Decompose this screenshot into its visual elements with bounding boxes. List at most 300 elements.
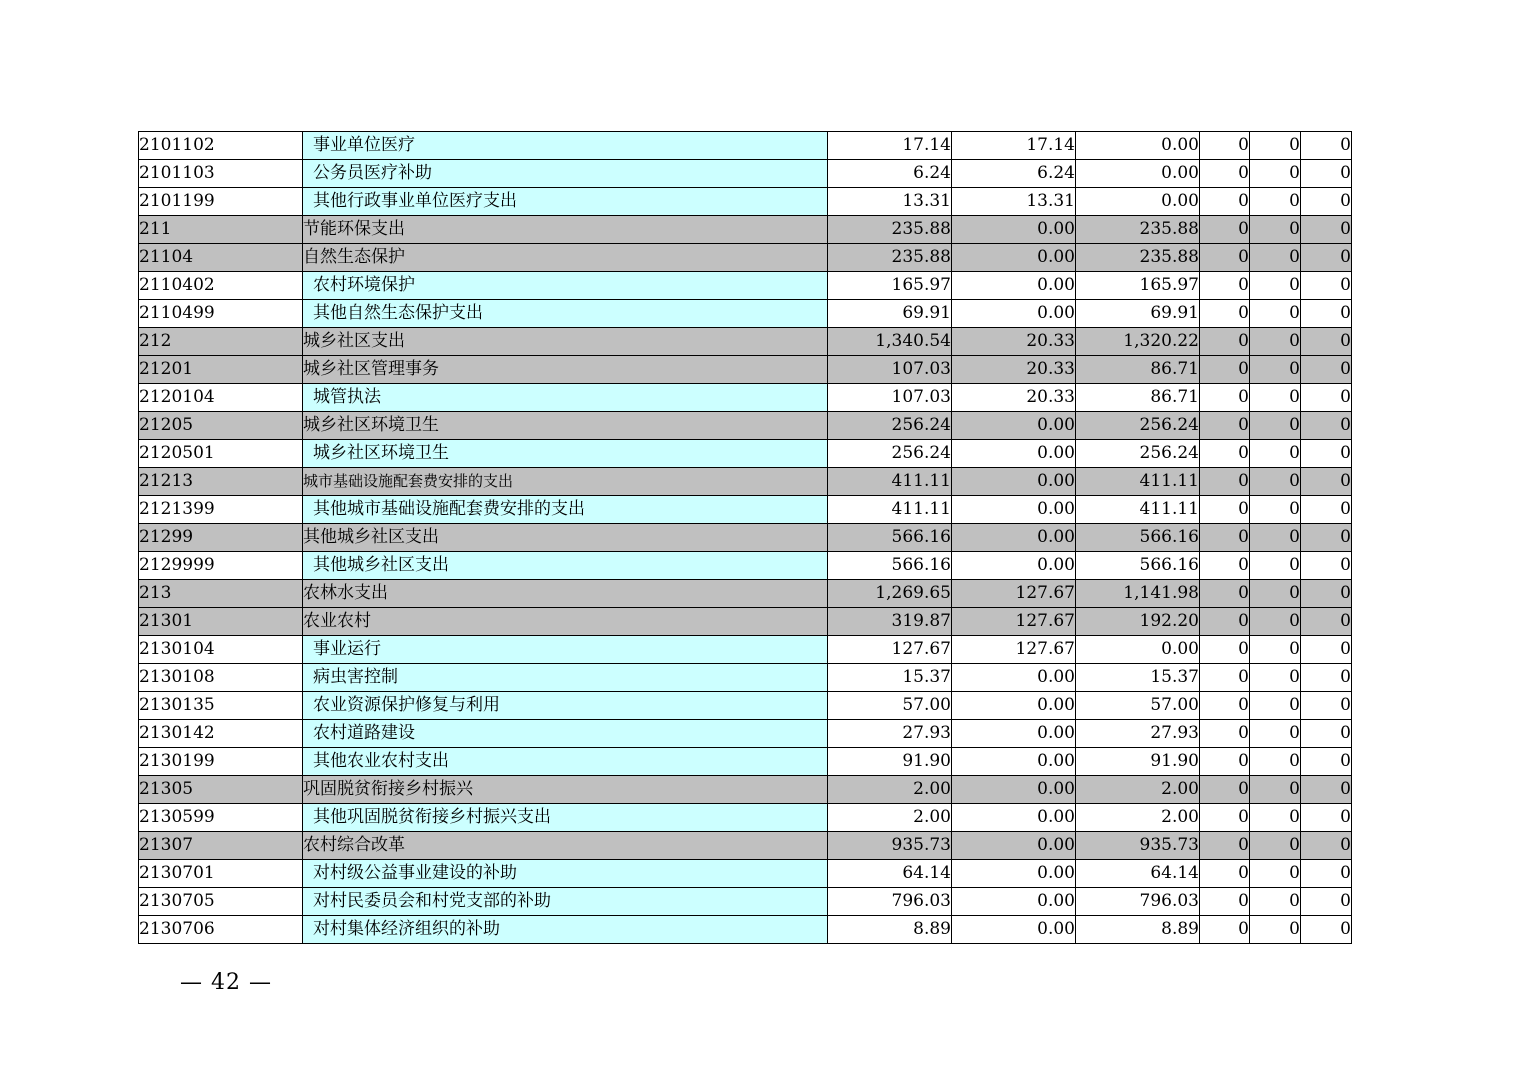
- row-col7-cell: [1250, 216, 1301, 244]
- row-project-text: 256.24: [1139, 443, 1199, 463]
- row-project-cell: [1076, 636, 1200, 664]
- row-basic-text: 0.00: [1037, 471, 1075, 491]
- row-total-text: 411.11: [891, 471, 951, 491]
- row-code-cell: [139, 748, 303, 776]
- row-total-text: 8.89: [913, 919, 951, 939]
- row-project-text: 0.00: [1161, 163, 1199, 183]
- row-basic-text: 0.00: [1037, 555, 1075, 575]
- row-project-text: 86.71: [1150, 387, 1199, 407]
- row-project-cell: [1076, 272, 1200, 300]
- row-code-cell: [139, 216, 303, 244]
- row-project-cell: [1076, 580, 1200, 608]
- row-col7-cell: [1250, 860, 1301, 888]
- row-col8-text: 0: [1340, 499, 1351, 519]
- row-basic-cell: [952, 244, 1076, 272]
- table-row: [139, 524, 1352, 552]
- row-col7-text: 0: [1289, 163, 1300, 183]
- row-col6-cell: [1200, 300, 1250, 328]
- row-project-cell: [1076, 440, 1200, 468]
- row-basic-cell: [952, 412, 1076, 440]
- row-basic-cell: [952, 328, 1076, 356]
- row-col6-cell: [1200, 580, 1250, 608]
- row-col6-text: 0: [1238, 387, 1249, 407]
- row-col8-cell: [1301, 244, 1352, 272]
- row-code-cell: [139, 692, 303, 720]
- row-basic-text: 20.33: [1026, 387, 1075, 407]
- row-basic-cell: [952, 664, 1076, 692]
- row-basic-cell: [952, 916, 1076, 944]
- row-total-cell: [828, 160, 952, 188]
- row-col8-text: 0: [1340, 415, 1351, 435]
- row-basic-cell: [952, 860, 1076, 888]
- row-col6-cell: [1200, 636, 1250, 664]
- row-basic-cell: [952, 748, 1076, 776]
- row-col6-text: 0: [1238, 135, 1249, 155]
- row-project-text: 2.00: [1161, 807, 1199, 827]
- row-total-text: 69.91: [902, 303, 951, 323]
- table-row: [139, 552, 1352, 580]
- row-code-text: 2110499: [139, 303, 215, 323]
- row-name-text: 农村环境保护: [313, 275, 415, 295]
- row-name-cell: [303, 384, 828, 412]
- row-code-cell: [139, 244, 303, 272]
- row-basic-cell: [952, 776, 1076, 804]
- row-name-cell: [303, 860, 828, 888]
- row-total-cell: [828, 216, 952, 244]
- row-name-cell: [303, 328, 828, 356]
- row-total-cell: [828, 496, 952, 524]
- row-basic-text: 20.33: [1026, 359, 1075, 379]
- row-total-text: 15.37: [902, 667, 951, 687]
- row-code-cell: [139, 888, 303, 916]
- row-col7-cell: [1250, 916, 1301, 944]
- row-col7-text: 0: [1289, 443, 1300, 463]
- row-basic-cell: [952, 524, 1076, 552]
- row-col7-cell: [1250, 664, 1301, 692]
- row-col8-text: 0: [1340, 639, 1351, 659]
- row-project-text: 0.00: [1161, 639, 1199, 659]
- row-total-text: 127.67: [891, 639, 951, 659]
- row-basic-text: 0.00: [1037, 863, 1075, 883]
- row-name-text: 其他自然生态保护支出: [313, 303, 483, 323]
- row-project-text: 69.91: [1150, 303, 1199, 323]
- row-code-text: 2130701: [139, 863, 215, 883]
- row-project-cell: [1076, 748, 1200, 776]
- row-total-text: 319.87: [891, 611, 951, 631]
- row-col6-cell: [1200, 328, 1250, 356]
- row-project-cell: [1076, 356, 1200, 384]
- row-col6-text: 0: [1238, 331, 1249, 351]
- row-project-cell: [1076, 860, 1200, 888]
- row-code-cell: [139, 356, 303, 384]
- row-col8-text: 0: [1340, 555, 1351, 575]
- row-col6-cell: [1200, 244, 1250, 272]
- row-name-cell: [303, 216, 828, 244]
- row-col8-cell: [1301, 580, 1352, 608]
- row-code-cell: [139, 860, 303, 888]
- row-basic-cell: [952, 188, 1076, 216]
- row-name-cell: [303, 440, 828, 468]
- row-code-text: 2130104: [139, 639, 215, 659]
- row-name-text: 其他行政事业单位医疗支出: [313, 191, 517, 211]
- row-col6-cell: [1200, 804, 1250, 832]
- row-col7-text: 0: [1289, 919, 1300, 939]
- row-project-text: 192.20: [1139, 611, 1199, 631]
- row-col6-text: 0: [1238, 863, 1249, 883]
- row-col8-cell: [1301, 720, 1352, 748]
- row-total-text: 107.03: [891, 387, 951, 407]
- row-col8-text: 0: [1340, 443, 1351, 463]
- row-total-cell: [828, 412, 952, 440]
- row-col6-text: 0: [1238, 891, 1249, 911]
- row-basic-text: 0.00: [1037, 919, 1075, 939]
- row-code-text: 21104: [139, 247, 194, 267]
- row-basic-cell: [952, 804, 1076, 832]
- row-name-cell: [303, 524, 828, 552]
- row-name-cell: [303, 580, 828, 608]
- row-basic-cell: [952, 888, 1076, 916]
- row-project-text: 256.24: [1139, 415, 1199, 435]
- row-code-cell: [139, 720, 303, 748]
- row-project-cell: [1076, 468, 1200, 496]
- row-code-cell: [139, 272, 303, 300]
- row-col6-text: 0: [1238, 751, 1249, 771]
- row-project-cell: [1076, 328, 1200, 356]
- row-code-text: 21301: [139, 611, 194, 631]
- row-code-text: 2130199: [139, 751, 215, 771]
- row-basic-text: 0.00: [1037, 247, 1075, 267]
- row-col6-cell: [1200, 748, 1250, 776]
- row-col7-text: 0: [1289, 779, 1300, 799]
- row-code-cell: [139, 188, 303, 216]
- row-basic-text: 0.00: [1037, 779, 1075, 799]
- row-col6-cell: [1200, 440, 1250, 468]
- row-col8-text: 0: [1340, 723, 1351, 743]
- row-col7-cell: [1250, 244, 1301, 272]
- row-project-text: 1,141.98: [1123, 583, 1199, 603]
- row-name-cell: [303, 244, 828, 272]
- row-project-cell: [1076, 552, 1200, 580]
- row-project-text: 566.16: [1139, 555, 1199, 575]
- row-project-cell: [1076, 496, 1200, 524]
- row-project-text: 0.00: [1161, 191, 1199, 211]
- row-col8-text: 0: [1340, 359, 1351, 379]
- row-basic-text: 0.00: [1037, 695, 1075, 715]
- row-col6-text: 0: [1238, 303, 1249, 323]
- table-row: [139, 216, 1352, 244]
- table-row: [139, 636, 1352, 664]
- row-col7-cell: [1250, 132, 1301, 160]
- row-col8-cell: [1301, 216, 1352, 244]
- row-basic-cell: [952, 636, 1076, 664]
- row-col6-text: 0: [1238, 499, 1249, 519]
- row-col6-text: 0: [1238, 163, 1249, 183]
- row-basic-cell: [952, 272, 1076, 300]
- row-total-text: 57.00: [902, 695, 951, 715]
- row-col7-cell: [1250, 188, 1301, 216]
- row-col6-cell: [1200, 468, 1250, 496]
- row-col6-text: 0: [1238, 359, 1249, 379]
- row-name-text: 其他城乡社区支出: [303, 527, 439, 547]
- row-name-cell: [303, 272, 828, 300]
- row-project-text: 8.89: [1161, 919, 1199, 939]
- row-col7-text: 0: [1289, 835, 1300, 855]
- row-col6-text: 0: [1238, 527, 1249, 547]
- row-col6-text: 0: [1238, 779, 1249, 799]
- row-project-cell: [1076, 692, 1200, 720]
- row-project-cell: [1076, 300, 1200, 328]
- row-code-cell: [139, 440, 303, 468]
- row-basic-text: 20.33: [1026, 331, 1075, 351]
- row-name-cell: [303, 888, 828, 916]
- row-code-text: 2121399: [139, 499, 215, 519]
- table-row: [139, 916, 1352, 944]
- table-row: [139, 356, 1352, 384]
- row-col8-text: 0: [1340, 387, 1351, 407]
- row-name-text: 节能环保支出: [303, 219, 405, 239]
- row-col8-cell: [1301, 468, 1352, 496]
- row-project-cell: [1076, 216, 1200, 244]
- row-total-cell: [828, 580, 952, 608]
- row-code-text: 212: [139, 331, 172, 351]
- row-col8-cell: [1301, 608, 1352, 636]
- row-total-text: 796.03: [891, 891, 951, 911]
- row-col7-text: 0: [1289, 331, 1300, 351]
- row-code-text: 2120104: [139, 387, 215, 407]
- row-name-cell: [303, 776, 828, 804]
- row-project-text: 91.90: [1150, 751, 1199, 771]
- row-total-text: 91.90: [902, 751, 951, 771]
- row-col8-text: 0: [1340, 779, 1351, 799]
- row-basic-text: 0.00: [1037, 667, 1075, 687]
- row-col7-text: 0: [1289, 387, 1300, 407]
- row-project-text: 566.16: [1139, 527, 1199, 547]
- row-project-text: 411.11: [1139, 471, 1199, 491]
- row-col8-text: 0: [1340, 611, 1351, 631]
- row-col8-cell: [1301, 832, 1352, 860]
- table-row: [139, 608, 1352, 636]
- row-col8-cell: [1301, 132, 1352, 160]
- row-project-cell: [1076, 720, 1200, 748]
- row-code-text: 2101102: [139, 135, 215, 155]
- row-code-cell: [139, 776, 303, 804]
- row-total-text: 2.00: [913, 807, 951, 827]
- row-col7-text: 0: [1289, 639, 1300, 659]
- table-row: [139, 580, 1352, 608]
- row-basic-text: 0.00: [1037, 835, 1075, 855]
- row-project-cell: [1076, 160, 1200, 188]
- row-code-text: 2130142: [139, 723, 215, 743]
- row-total-text: 165.97: [891, 275, 951, 295]
- row-col7-cell: [1250, 692, 1301, 720]
- row-basic-cell: [952, 160, 1076, 188]
- row-code-cell: [139, 804, 303, 832]
- row-project-text: 57.00: [1150, 695, 1199, 715]
- row-total-cell: [828, 244, 952, 272]
- row-project-cell: [1076, 916, 1200, 944]
- row-code-cell: [139, 412, 303, 440]
- row-col8-text: 0: [1340, 835, 1351, 855]
- row-col8-cell: [1301, 300, 1352, 328]
- row-basic-text: 0.00: [1037, 275, 1075, 295]
- row-col7-text: 0: [1289, 415, 1300, 435]
- row-code-text: 2101103: [139, 163, 215, 183]
- row-total-cell: [828, 860, 952, 888]
- row-basic-cell: [952, 580, 1076, 608]
- row-col6-cell: [1200, 552, 1250, 580]
- row-name-cell: [303, 496, 828, 524]
- row-name-text: 事业单位医疗: [313, 135, 415, 155]
- row-code-cell: [139, 524, 303, 552]
- row-basic-cell: [952, 608, 1076, 636]
- row-project-text: 165.97: [1139, 275, 1199, 295]
- row-name-text: 对村级公益事业建设的补助: [313, 863, 517, 883]
- row-name-text: 农业农村: [303, 611, 371, 631]
- row-total-text: 13.31: [902, 191, 951, 211]
- row-col8-cell: [1301, 356, 1352, 384]
- row-col8-text: 0: [1340, 583, 1351, 603]
- row-total-text: 935.73: [891, 835, 951, 855]
- row-project-text: 27.93: [1150, 723, 1199, 743]
- row-col8-cell: [1301, 272, 1352, 300]
- row-basic-text: 13.31: [1026, 191, 1075, 211]
- row-basic-cell: [952, 552, 1076, 580]
- row-col6-cell: [1200, 412, 1250, 440]
- row-code-text: 2130705: [139, 891, 215, 911]
- row-name-cell: [303, 356, 828, 384]
- table-row: [139, 244, 1352, 272]
- row-col6-text: 0: [1238, 583, 1249, 603]
- row-col6-cell: [1200, 608, 1250, 636]
- row-name-cell: [303, 720, 828, 748]
- row-total-text: 256.24: [891, 443, 951, 463]
- row-basic-cell: [952, 384, 1076, 412]
- row-total-cell: [828, 272, 952, 300]
- row-basic-cell: [952, 132, 1076, 160]
- table-row: [139, 188, 1352, 216]
- row-basic-cell: [952, 300, 1076, 328]
- table-row: [139, 860, 1352, 888]
- row-col8-cell: [1301, 888, 1352, 916]
- row-code-cell: [139, 608, 303, 636]
- row-total-text: 256.24: [891, 415, 951, 435]
- row-name-cell: [303, 608, 828, 636]
- row-code-text: 2130706: [139, 919, 215, 939]
- row-name-cell: [303, 916, 828, 944]
- row-total-cell: [828, 132, 952, 160]
- row-total-cell: [828, 916, 952, 944]
- row-col6-text: 0: [1238, 639, 1249, 659]
- budget-table: [138, 131, 1352, 944]
- row-col8-text: 0: [1340, 219, 1351, 239]
- row-code-cell: [139, 384, 303, 412]
- row-col7-text: 0: [1289, 555, 1300, 575]
- row-col8-text: 0: [1340, 191, 1351, 211]
- table-row: [139, 300, 1352, 328]
- row-col8-cell: [1301, 384, 1352, 412]
- row-col7-text: 0: [1289, 807, 1300, 827]
- row-col8-text: 0: [1340, 807, 1351, 827]
- row-project-cell: [1076, 832, 1200, 860]
- row-basic-cell: [952, 692, 1076, 720]
- row-project-cell: [1076, 132, 1200, 160]
- table-body: [139, 132, 1352, 944]
- row-project-text: 935.73: [1139, 835, 1199, 855]
- row-col6-text: 0: [1238, 667, 1249, 687]
- row-total-text: 6.24: [913, 163, 951, 183]
- row-total-cell: [828, 636, 952, 664]
- row-name-cell: [303, 188, 828, 216]
- table-row: [139, 692, 1352, 720]
- row-basic-cell: [952, 468, 1076, 496]
- row-col7-cell: [1250, 608, 1301, 636]
- row-name-text: 其他城乡社区支出: [313, 555, 449, 575]
- row-total-text: 566.16: [891, 527, 951, 547]
- row-col7-cell: [1250, 552, 1301, 580]
- row-project-cell: [1076, 524, 1200, 552]
- row-basic-cell: [952, 720, 1076, 748]
- row-name-text: 农村道路建设: [313, 723, 415, 743]
- row-col7-text: 0: [1289, 695, 1300, 715]
- row-col7-cell: [1250, 720, 1301, 748]
- row-col7-cell: [1250, 160, 1301, 188]
- row-col6-text: 0: [1238, 919, 1249, 939]
- row-total-text: 27.93: [902, 723, 951, 743]
- row-name-text: 病虫害控制: [313, 667, 398, 687]
- row-col7-cell: [1250, 272, 1301, 300]
- row-project-text: 235.88: [1139, 247, 1199, 267]
- row-total-text: 64.14: [902, 863, 951, 883]
- row-col8-cell: [1301, 188, 1352, 216]
- row-col8-cell: [1301, 160, 1352, 188]
- row-name-text: 农村综合改革: [303, 835, 405, 855]
- row-col7-text: 0: [1289, 527, 1300, 547]
- row-col8-text: 0: [1340, 891, 1351, 911]
- row-col6-text: 0: [1238, 415, 1249, 435]
- table-row: [139, 664, 1352, 692]
- row-code-cell: [139, 832, 303, 860]
- row-col7-text: 0: [1289, 303, 1300, 323]
- row-code-cell: [139, 552, 303, 580]
- row-name-text: 其他巩固脱贫衔接乡村振兴支出: [313, 807, 551, 827]
- row-col7-text: 0: [1289, 471, 1300, 491]
- row-total-text: 1,269.65: [875, 583, 951, 603]
- row-total-cell: [828, 832, 952, 860]
- row-total-text: 411.11: [891, 499, 951, 519]
- row-code-cell: [139, 328, 303, 356]
- table-row: [139, 832, 1352, 860]
- row-project-text: 411.11: [1139, 499, 1199, 519]
- row-basic-text: 0.00: [1037, 723, 1075, 743]
- row-col6-cell: [1200, 188, 1250, 216]
- row-code-text: 2129999: [139, 555, 215, 575]
- row-col6-text: 0: [1238, 807, 1249, 827]
- row-col7-cell: [1250, 748, 1301, 776]
- row-code-cell: [139, 916, 303, 944]
- row-col8-text: 0: [1340, 135, 1351, 155]
- row-col7-cell: [1250, 468, 1301, 496]
- row-total-cell: [828, 356, 952, 384]
- row-name-cell: [303, 412, 828, 440]
- row-code-cell: [139, 160, 303, 188]
- row-col7-text: 0: [1289, 275, 1300, 295]
- table-row: [139, 496, 1352, 524]
- row-basic-text: 0.00: [1037, 303, 1075, 323]
- row-total-text: 235.88: [891, 247, 951, 267]
- row-basic-text: 0.00: [1037, 443, 1075, 463]
- row-total-text: 2.00: [913, 779, 951, 799]
- row-name-text: 事业运行: [313, 639, 381, 659]
